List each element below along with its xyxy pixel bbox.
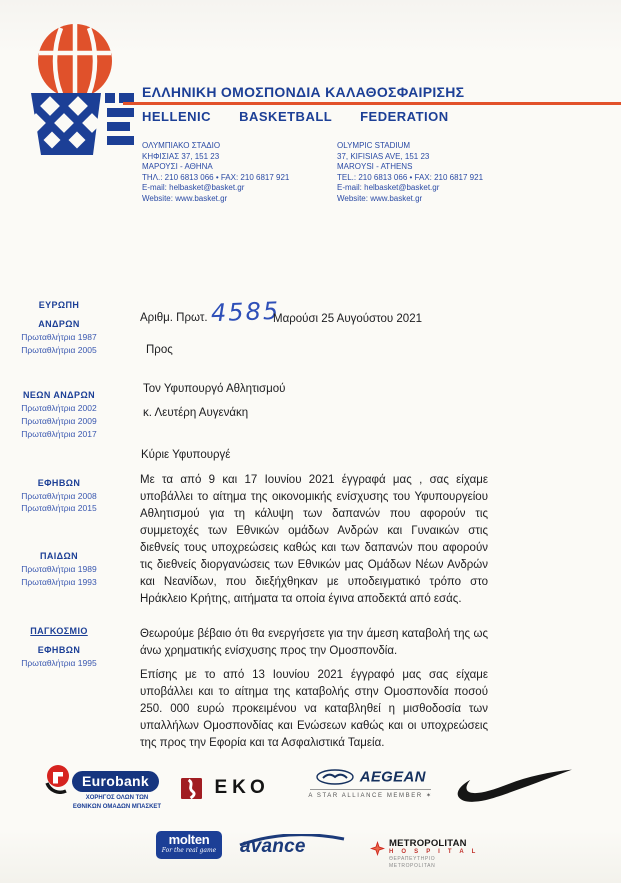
address-line: ΜΑΡΟΥΣΙ - ΑΘΗΝΑ [142, 162, 213, 172]
flag-stripes-icon [105, 93, 134, 145]
honor-item: Πρωταθλήτρια 2017 [21, 429, 97, 439]
basketball-icon [38, 24, 112, 98]
aegean-tagline: A STAR ALLIANCE MEMBER ✶ [308, 793, 433, 799]
header-divider [123, 102, 621, 105]
eko-logo [181, 777, 270, 799]
honor-item: Πρωταθλήτρια 1987 [21, 332, 97, 342]
letter-paragraph-1: Με τα από 9 και 17 Ιουνίου 2021 έγγραφά μας , σας είχαμε υποβάλλει το αίτημα της οικονομικής ενίσχυσης του Υφυπουργείου Αθλητισμού για τη κάλυψη των δαπανών που αφορούν τις συμμετοχές των Εθνικών ομάδων Ανδρών και Γυναικών στις διεθνείς τους υποχρεώσεις καθώς και των δαπανών που αφορούν τις διεθνείς διοργανώσεις των Εθνικών μας Ομάδων Νέων Ανδρών και Νεανίδων, που διεξήχθηκαν με υποδειγματικό τρόπο στο Ηράκλειο Κρήτης, αιτήματα τα οποία έγινα αποδεκτά από εσάς. [140, 474, 488, 605]
address-block-greek [142, 141, 332, 205]
address-line: E-mail: helbasket@basket.gr [142, 183, 245, 193]
basket-net-icon [26, 93, 134, 155]
letter-ref-number-handwritten: 4585 [210, 296, 281, 328]
star-alliance-icon: ✶ [426, 793, 433, 799]
molten-wordmark: molten [168, 832, 210, 847]
letter-ref-label: Αριθμ. Πρωτ. [140, 312, 208, 324]
address-line: Website: www.basket.gr [142, 193, 228, 203]
address-line: ΤΗΛ.: 210 6813 066 • FAX: 210 6817 921 [142, 172, 290, 182]
honor-item: Πρωταθλήτρια 2002 [21, 403, 97, 413]
federation-logo [25, 20, 135, 155]
metropolitan-wordmark: METROPOLITAN [389, 838, 467, 849]
honor-item: Πρωταθλήτρια 2005 [21, 345, 97, 355]
sidebar-title-europe: ΕΥΡΩΠΗ [38, 300, 80, 310]
address-line: MAROYSI - ATHENS [337, 162, 413, 172]
address-line: ΚΗΦΙΣΙΑΣ 37, 151 23 [142, 151, 220, 161]
honor-item: Πρωταθλήτρια 1989 [21, 564, 97, 574]
honor-item: Πρωταθλήτρια 1995 [21, 658, 97, 668]
honor-group-title: ΠΑΙΔΩΝ [39, 551, 79, 561]
org-title-english: HELLENIC BASKETBALL FEDERATION [142, 109, 449, 124]
metropolitan-hospital-label: H O S P I T A L [389, 849, 479, 855]
letter-recipient-title: Τον Υφυπουργό Αθλητισμού [143, 383, 286, 395]
honor-group-title: ΕΦΗΒΩΝ [37, 645, 81, 655]
address-line: 37, KIFISIAS AVE, 151 23 [337, 151, 430, 161]
address-line: E-mail: helbasket@basket.gr [337, 183, 440, 193]
aegean-bird-icon [315, 769, 355, 785]
eurobank-tagline-1: ΧΟΡΗΓΟΣ ΟΛΩΝ ΤΩΝ [85, 795, 149, 801]
aegean-logo [308, 768, 433, 799]
org-title-greek: ΕΛΛΗΝΙΚΗ ΟΜΟΣΠΟΝΔΙΑ ΚΑΛΑΘΟΣΦΑΙΡΙΣΗΣ [142, 84, 465, 100]
letter-salutation: Κύριε Υφυπουργέ [141, 449, 231, 461]
letter-recipient-name: κ. Λευτέρη Αυγενάκη [143, 407, 249, 419]
metropolitan-logo [370, 839, 480, 870]
honor-group-title: ΕΦΗΒΩΝ [37, 478, 81, 488]
honor-item: Πρωταθλήτρια 2008 [21, 491, 97, 501]
molten-logo [156, 831, 222, 859]
letter-paragraph-3: Επίσης με το από 13 Ιουνίου 2021 έγγραφό μας σας είχαμε υποβάλλει και το αίτημα της καταβολής στην Ομοσπονδία ποσού 250. 000 ευρώ προκειμένου να καταβληθεί η μισθοδοσία των υπαλλήλων Ομοσπονδίας και Ενώσεων καθώς και οι υποχρεώσεις της προς την Εφορία και τα Ασφαλιστικά Ταμεία. [140, 669, 488, 749]
avance-swoosh-icon [238, 834, 346, 846]
metropolitan-star-icon [370, 841, 385, 856]
molten-tagline: For the real game [161, 847, 217, 854]
eko-wordmark: ΕΚΟ [214, 777, 270, 798]
address-line: OLYMPIC STADIUM [337, 141, 411, 150]
eurobank-wordmark: Eurobank [72, 771, 159, 792]
metropolitan-tagline: ΘΕΡΑΠΕΥΤΗΡΙΟ METROPOLITAN [389, 856, 436, 869]
avance-wordmark: avance [240, 836, 306, 857]
eurobank-tagline-2: ΕΘΝΙΚΩΝ ΟΜΑΔΩΝ ΜΠΑΣΚΕΤ [72, 804, 162, 810]
address-line: Website: www.basket.gr [337, 193, 423, 203]
honor-item: Πρωταθλήτρια 1993 [21, 577, 97, 587]
honor-group-title: ΝΕΩΝ ΑΝΔΡΩΝ [23, 390, 95, 400]
avance-logo [240, 836, 348, 858]
letter-date: Μαρούσι 25 Αυγούστου 2021 [273, 313, 422, 325]
honor-group-title: ΑΝΔΡΩΝ [38, 319, 80, 329]
address-line: TEL.: 210 6813 066 • FAX: 210 6817 921 [337, 172, 484, 182]
eurobank-icon [44, 764, 74, 794]
letter-paragraph-2: Θεωρούμε βέβαιο ότι θα ενεργήσετε για την άμεση καταβολή της ως άνω χρηματικής ενίσχυσης προς την Ομοσπονδία. [140, 628, 488, 657]
letter-to-label: Προς [146, 344, 173, 356]
eko-icon [181, 778, 202, 799]
address-line: ΟΛΥΜΠΙΑΚΟ ΣΤΑΔΙΟ [142, 141, 221, 150]
nike-swoosh-icon [452, 766, 574, 812]
aegean-divider [310, 789, 431, 790]
aegean-wordmark: AEGEAN [359, 768, 426, 786]
address-block-english [337, 141, 527, 205]
honor-item: Πρωταθλήτρια 2015 [21, 503, 97, 513]
honor-item: Πρωταθλήτρια 2009 [21, 416, 97, 426]
sidebar-title-world: ΠΑΓΚΟΣΜΙΟ [30, 626, 88, 636]
